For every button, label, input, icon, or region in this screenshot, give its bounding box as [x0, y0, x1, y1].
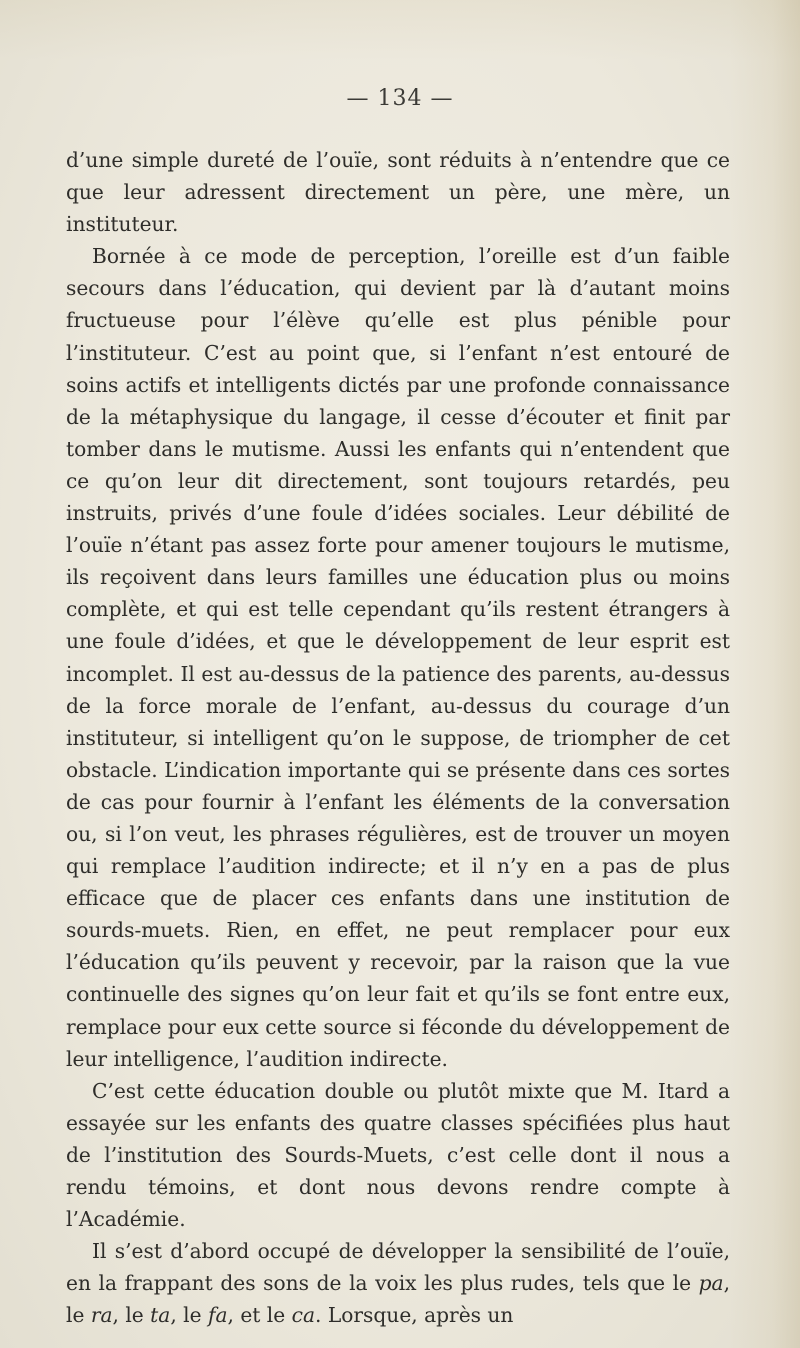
separator-1: , le	[66, 1271, 730, 1328]
paragraph-itard-method: C’est cette éducation double ou plutôt mixte que M. Itard a essayée sur les enfants des quatre classes spécifiées plus haut de l’institution des Sourds-Muets, c’est celle dont il nous a rendu témoins, et dont nous devons rendre compte à l’Académie.	[66, 1078, 730, 1232]
syllable-ta: ta	[150, 1303, 171, 1328]
syllable-pa: pa	[698, 1271, 724, 1296]
page-right-edge-shading	[730, 0, 800, 1348]
page-top-shading	[0, 0, 800, 60]
body-text	[66, 144, 730, 1331]
separator-3: , le	[170, 1303, 208, 1328]
text-after-syllables: . Lorsque, après un	[314, 1303, 514, 1328]
paragraph-hearing-education: Bornée à ce mode de perception, l’oreille est d’un faible secours dans l’éducation, qui devient par là d’autant moins fructueuse pour l’élève qu’elle est plus pénible pour l’instituteur. C’est au point que, si l’enfant n’est entouré de soins actifs et intelligents dictés par une profonde connaissance de la métaphysique du langage, il cesse d’écouter et finit par tomber dans le mutisme. Aussi les enfants qui n’entendent que ce qu’on leur dit directement, sont toujours retardés, peu instruits, privés d’une foule d’idées sociales. Leur débilité de l’ouïe n’étant pas assez forte pour amener toujours le mutisme, ils reçoivent dans leurs familles une éducation plus ou moins complète, et qui est telle cependant qu’ils restent étrangers à une foule d’idées, et que le développement de leur esprit est incomplet. Il est au-dessus de la patience des parents, au-dessus de la force morale de l’enfant, au-dessus du courage d’un instituteur, si intelligent qu’on le suppose, de triompher de cet obstacle. L’indication importante qui se présente dans ces sortes de cas pour fournir à l’enfant les éléments de la conversation ou, si l’on veut, les phrases régulières, est de trouver un moyen qui remplace l’audition indirecte; et il n’y en a pas de plus efficace que de placer ces enfants dans une institution de sourds-muets. Rien, en effet, ne peut remplacer pour eux l’éducation qu’ils peuvent y recevoir, par la raison que la vue continuelle des signes qu’on leur fait et qu’ils se font entre eux, remplace pour eux cette source si féconde du développement de leur intelligence, l’audition indirecte.	[66, 244, 730, 1071]
paragraph-voice-sounds	[66, 1235, 730, 1331]
paragraph-continuation: d’une simple dureté de l’ouïe, sont réduits à n’entendre que ce que leur adressent directement un père, une mère, un instituteur.	[66, 148, 730, 237]
separator-4: , et le	[227, 1303, 292, 1328]
syllable-fa: fa	[207, 1303, 228, 1328]
syllable-ra: ra	[90, 1303, 113, 1328]
separator-2: , le	[112, 1303, 151, 1328]
text-before-syllables: Il s’est d’abord occupé de développer la sensibilité de l’ouïe, en la frappant des sons de la voix les plus rudes, tels que le	[66, 1239, 730, 1296]
syllable-ca: ca	[291, 1303, 315, 1328]
page-number-header: — 134 —	[346, 86, 454, 111]
